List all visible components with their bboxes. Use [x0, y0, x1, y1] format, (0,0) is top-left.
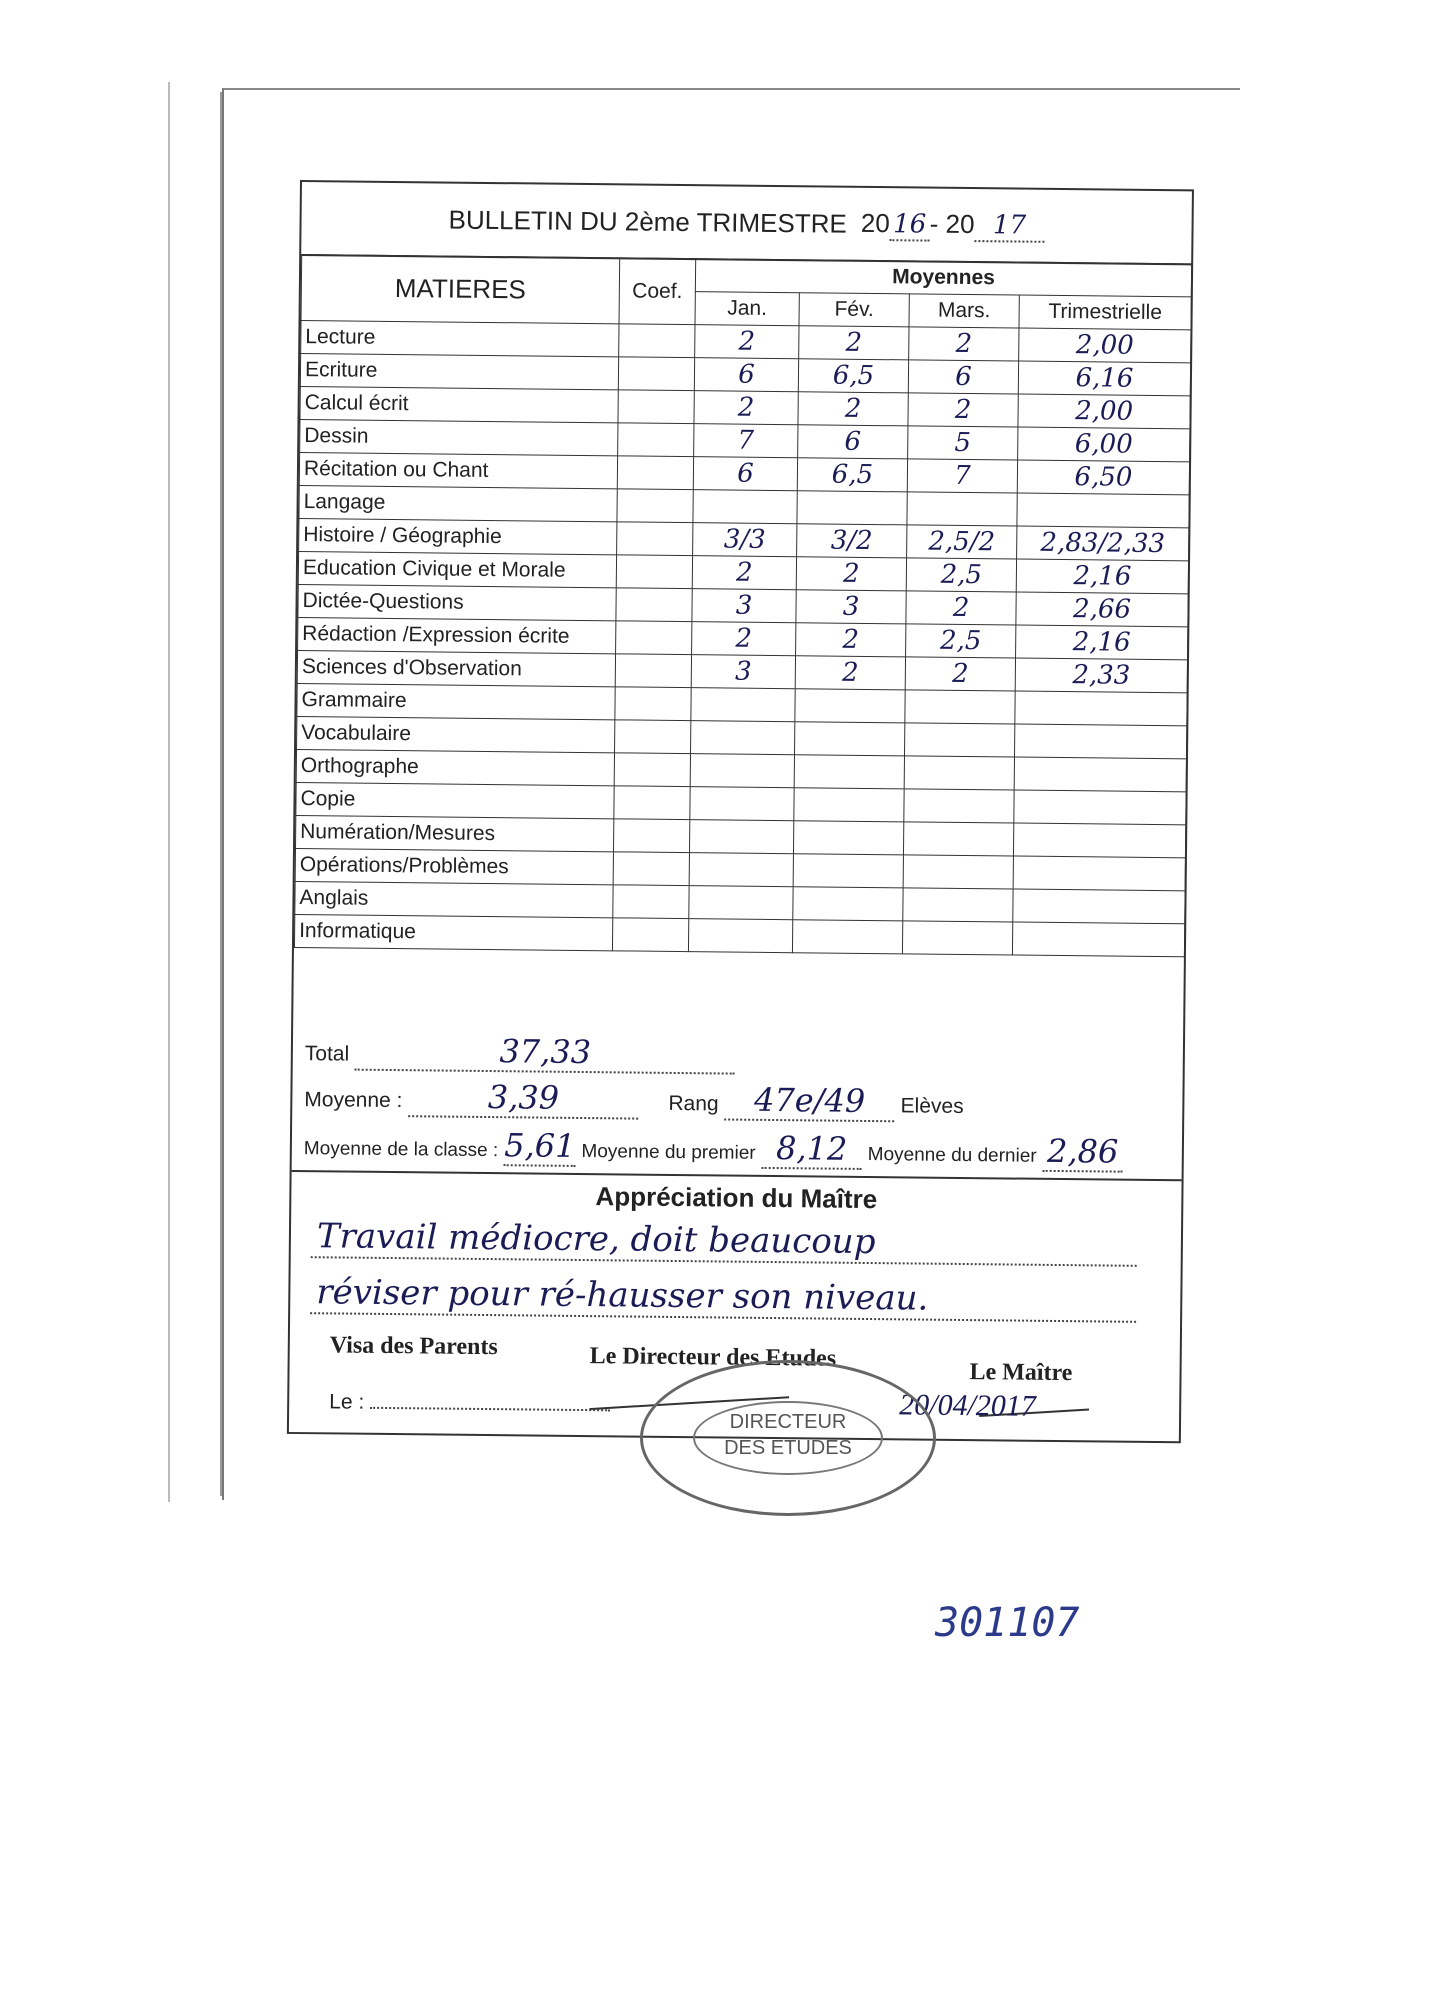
fev-cell: 2: [795, 656, 905, 690]
fev-cell: 3: [796, 590, 906, 624]
year-start: 16: [890, 209, 930, 241]
mars-cell: 7: [907, 459, 1017, 493]
subject-cell: Rédaction /Expression écrite: [298, 618, 616, 654]
header-coef: Coef.: [619, 258, 696, 325]
subject-cell: Vocabulaire: [297, 716, 615, 752]
trimestrielle-cell: [1013, 856, 1185, 891]
trimestrielle-cell: 2,66: [1016, 592, 1188, 627]
jan-cell: 2: [692, 622, 796, 656]
appreciation-title: Appréciation du Maître: [595, 1181, 878, 1215]
fev-cell: 6,5: [797, 458, 907, 492]
mars-cell: [903, 855, 1013, 889]
mars-cell: [907, 492, 1017, 526]
trimestrielle-cell: [1012, 922, 1184, 957]
appreciation-line-2: réviser pour ré-hausser son niveau.: [310, 1272, 1136, 1323]
subject-cell: Calcul écrit: [300, 387, 618, 423]
signature-date: 20/04/2017: [899, 1388, 1037, 1423]
subject-cell: Opérations/Problèmes: [295, 848, 613, 884]
coef-cell: [614, 753, 690, 787]
fev-cell: 2: [798, 392, 908, 426]
fev-cell: [797, 491, 907, 525]
mars-cell: 2: [908, 393, 1018, 427]
trimestrielle-cell: [1014, 757, 1186, 792]
trimestrielle-cell: 6,50: [1017, 460, 1189, 495]
fev-cell: [793, 821, 903, 855]
mars-cell: 6: [908, 360, 1018, 394]
fev-cell: [793, 887, 903, 921]
premier-average-value: 8,12: [762, 1129, 862, 1170]
subject-cell: Numération/Mesures: [295, 815, 613, 851]
trimestrielle-cell: [1013, 889, 1185, 924]
mars-cell: [905, 690, 1015, 724]
trimestrielle-cell: [1015, 691, 1187, 726]
trimestrielle-cell: 2,00: [1019, 328, 1191, 363]
jan-cell: 2: [695, 325, 799, 359]
jan-cell: [688, 919, 792, 953]
subject-cell: Copie: [296, 782, 614, 818]
trimestrielle-cell: [1017, 493, 1189, 528]
trimestrielle-cell: 6,00: [1018, 427, 1190, 462]
header-fev: Fév.: [799, 293, 909, 327]
jan-cell: 7: [694, 424, 798, 458]
stamp-inner: DIRECTEUR DES ETUDES: [693, 1401, 883, 1475]
mars-cell: 2,5: [906, 558, 1016, 592]
coef-cell: [618, 357, 694, 391]
coef-cell: [619, 324, 695, 358]
fev-cell: 3/2: [797, 524, 907, 558]
mars-cell: [903, 888, 1013, 922]
rang-value: 47e/49: [724, 1080, 894, 1122]
coef-cell: [615, 654, 691, 688]
fev-cell: [793, 854, 903, 888]
fev-cell: [794, 788, 904, 822]
fev-cell: 2: [796, 557, 906, 591]
mars-cell: [904, 756, 1014, 790]
jan-cell: [691, 721, 795, 755]
school-year: 20 16 - 20 17: [861, 207, 1045, 242]
subject-cell: Anglais: [295, 881, 613, 917]
jan-cell: 3: [691, 655, 795, 689]
header-moyennes: Moyennes: [695, 259, 1191, 297]
trimestrielle-cell: [1014, 724, 1186, 759]
coef-cell: [614, 786, 690, 820]
class-average-value: 5,61: [504, 1126, 576, 1165]
subject-cell: Grammaire: [297, 683, 615, 719]
jan-cell: 2: [694, 391, 798, 425]
subject-cell: Histoire / Géographie: [299, 519, 617, 555]
bulletin-title: BULLETIN DU 2ème TRIMESTRE: [448, 204, 847, 239]
trimestrielle-cell: 6,16: [1018, 361, 1190, 396]
jan-cell: [690, 754, 794, 788]
subject-cell: Education Civique et Morale: [298, 552, 616, 588]
coef-cell: [613, 852, 689, 886]
mars-cell: 2: [905, 657, 1015, 691]
total-line: Total 37,33: [305, 1030, 736, 1075]
subject-cell: Langage: [299, 486, 617, 522]
mars-cell: 2: [909, 327, 1019, 361]
trimestrielle-cell: 2,16: [1016, 625, 1188, 660]
mars-cell: 2: [906, 591, 1016, 625]
trimestrielle-cell: [1013, 823, 1185, 858]
mars-cell: 2,5/2: [907, 525, 1017, 559]
trimestrielle-cell: 2,83/2,33: [1017, 526, 1189, 561]
coef-cell: [612, 918, 688, 952]
directeur-label: Le Directeur des Etudes: [589, 1343, 837, 1372]
fev-cell: 6,5: [798, 359, 908, 393]
coef-cell: [618, 390, 694, 424]
jan-cell: [691, 688, 795, 722]
fev-cell: [792, 920, 902, 954]
jan-cell: [693, 490, 797, 524]
mars-cell: [905, 723, 1015, 757]
mars-cell: [903, 822, 1013, 856]
fev-cell: [795, 689, 905, 723]
subject-cell: Lecture: [301, 321, 619, 357]
mars-cell: [902, 921, 1012, 955]
coef-cell: [616, 555, 692, 589]
page-edge: [168, 82, 170, 1502]
coef-cell: [617, 489, 693, 523]
jan-cell: [689, 820, 793, 854]
jan-cell: 6: [694, 358, 798, 392]
date-line: Le :: [329, 1390, 610, 1417]
header-mars: Mars.: [909, 294, 1019, 328]
mars-cell: [904, 789, 1014, 823]
school-stamp: [640, 1360, 936, 1516]
coef-cell: [613, 885, 689, 919]
total-value: 37,33: [355, 1031, 735, 1075]
maitre-label: Le Maître: [969, 1359, 1073, 1387]
jan-cell: [690, 787, 794, 821]
header-trimestrielle: Trimestrielle: [1019, 295, 1191, 330]
jan-cell: [689, 853, 793, 887]
trimestrielle-cell: [1014, 790, 1186, 825]
trimestrielle-cell: 2,16: [1016, 559, 1188, 594]
subject-cell: Orthographe: [296, 749, 614, 785]
jan-cell: 3/3: [693, 523, 797, 557]
jan-cell: 6: [693, 457, 797, 491]
trimestrielle-cell: 2,33: [1015, 658, 1187, 693]
reference-number: 301107: [935, 1600, 1080, 1646]
fev-cell: 6: [798, 425, 908, 459]
coef-cell: [615, 687, 691, 721]
header-matieres: MATIERES: [301, 255, 620, 324]
coef-cell: [615, 720, 691, 754]
year-end: 17: [974, 210, 1044, 243]
jan-cell: 2: [692, 556, 796, 590]
summary-section: [292, 1020, 1184, 1181]
trimestrielle-cell: 2,00: [1018, 394, 1190, 429]
subject-cell: Sciences d'Observation: [297, 651, 615, 687]
bulletin-title-row: [301, 182, 1192, 265]
coef-cell: [613, 819, 689, 853]
fev-cell: [795, 722, 905, 756]
jan-cell: [689, 886, 793, 920]
class-averages-line: Moyenne de la classe : 5,61 Moyenne du premier 8,12 Moyenne du dernier 2,86: [304, 1124, 1123, 1173]
bulletin-form: [287, 180, 1194, 1443]
coef-cell: [617, 456, 693, 490]
dernier-average-value: 2,86: [1043, 1132, 1123, 1173]
mars-cell: 2,5: [906, 624, 1016, 658]
coef-cell: [618, 423, 694, 457]
fev-cell: 2: [799, 326, 909, 360]
appreciation-line-1: Travail médiocre, doit beaucoup: [311, 1216, 1137, 1267]
fev-cell: 2: [796, 623, 906, 657]
moyenne-value: 3,39: [408, 1077, 638, 1119]
subject-cell: Ecriture: [300, 354, 618, 390]
header-jan: Jan.: [695, 292, 799, 326]
coef-cell: [617, 522, 693, 556]
coef-cell: [616, 588, 692, 622]
visa-parents-label: Visa des Parents: [329, 1332, 498, 1361]
fev-cell: [794, 755, 904, 789]
subject-cell: Récitation ou Chant: [299, 453, 617, 489]
mars-cell: 5: [908, 426, 1018, 460]
jan-cell: 3: [692, 589, 796, 623]
subject-cell: Dessin: [300, 420, 618, 456]
grades-table: [294, 254, 1192, 957]
coef-cell: [616, 621, 692, 655]
moyenne-line: Moyenne : 3,39 Rang 47e/49 Elèves: [304, 1076, 964, 1123]
subject-cell: Dictée-Questions: [298, 585, 616, 621]
subject-cell: Informatique: [294, 914, 612, 950]
